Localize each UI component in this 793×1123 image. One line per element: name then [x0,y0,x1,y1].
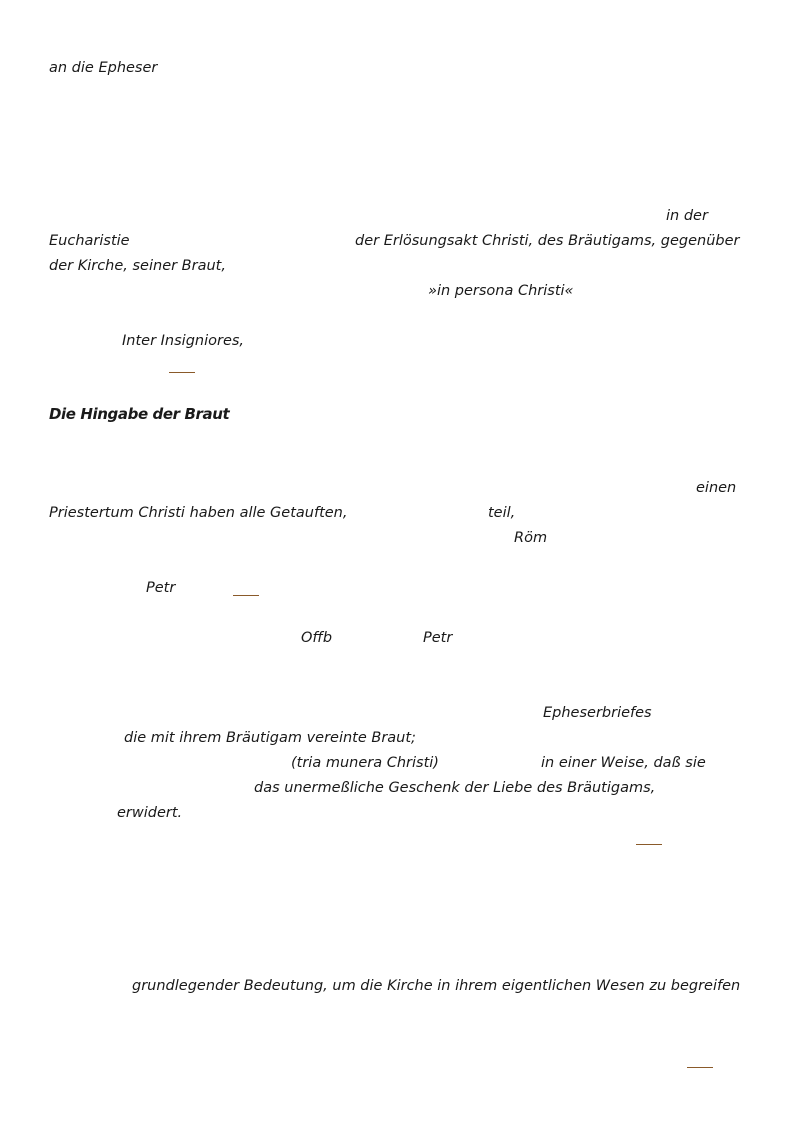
text-geschenk: das unermeßliche Geschenk der Liebe des Bräutigams, [254,780,656,796]
text-grundlegender: grundlegender Bedeutung, um die Kirche in ihrem eigentlichen Wesen zu begreifen [132,978,741,994]
text-priestertum: Priestertum Christi haben alle Getauften, [49,505,348,521]
footnote-marker-3[interactable] [636,844,662,845]
text-tria-munera: (tria munera Christi) [291,755,439,771]
text-petr-1: Petr [146,580,176,596]
text-petr-2: Petr [423,630,453,646]
text-erwidert: erwidert. [117,805,183,821]
text-offb: Offb [301,630,333,646]
footnote-marker-1[interactable] [169,372,195,373]
section-heading: Die Hingabe der Braut [49,405,230,423]
footnote-marker-4[interactable] [687,1067,713,1068]
text-kirche-braut: der Kirche, seiner Braut, [49,258,226,274]
text-erloesungsakt: der Erlösungsakt Christi, des Bräutigams, gegenüber [355,233,740,249]
text-epheserbriefes: Epheserbriefes [543,705,652,721]
text-vereinte-braut: die mit ihrem Bräutigam vereinte Braut; [124,730,416,746]
text-eucharistie: Eucharistie [49,233,130,249]
text-inter-insigniores: Inter Insigniores, [122,333,245,349]
text-in-der: in der [666,208,708,224]
footnote-marker-2[interactable] [233,595,259,596]
text-in-persona-christi: »in persona Christi« [428,283,574,299]
text-in-einer-weise: in einer Weise, daß sie [541,755,706,771]
text-roem: Röm [514,530,548,546]
text-einen: einen [696,480,737,496]
text-an-die-epheser: an die Epheser [49,60,158,76]
text-teil: teil, [488,505,516,521]
